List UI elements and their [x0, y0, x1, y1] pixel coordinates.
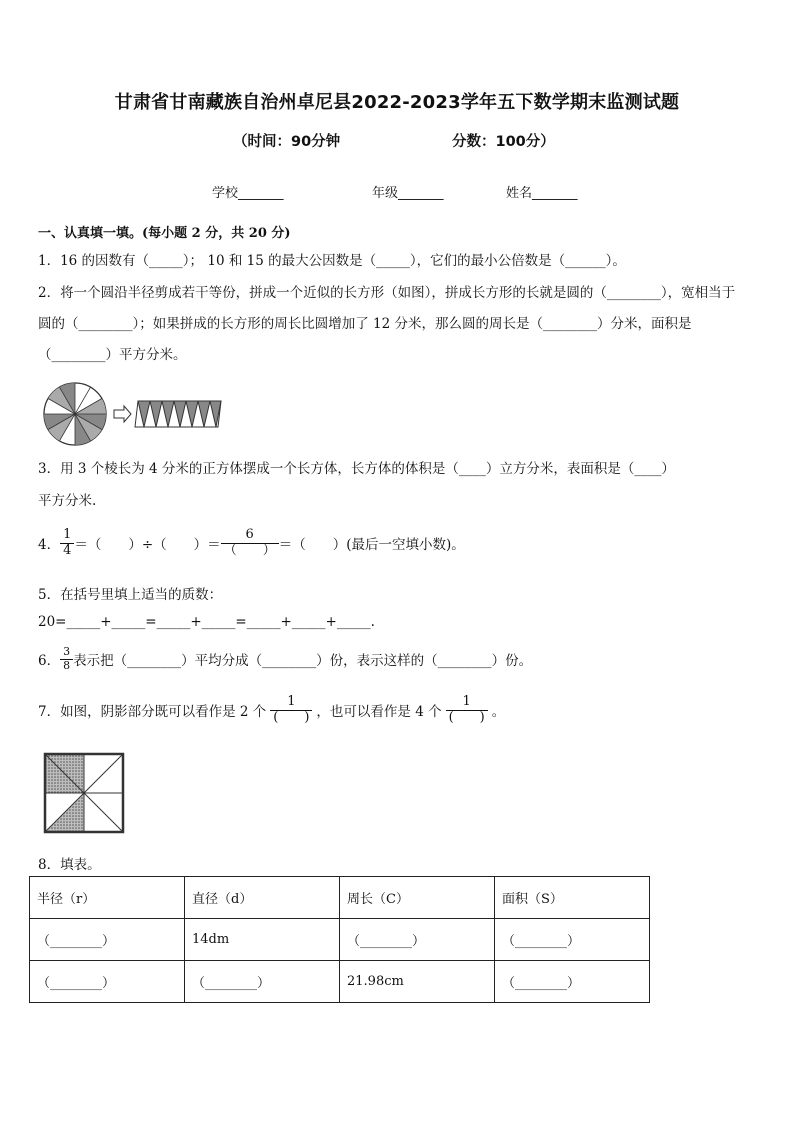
page-title: 甘肃省甘南藏族自治州卓尼县2022-2023学年五下数学期末监测试题 — [114, 92, 680, 113]
fraction-three-eighths — [60, 646, 73, 672]
grade-field: 年级_______ — [372, 186, 444, 201]
table-cell: （________） — [495, 919, 650, 961]
question-7 — [38, 688, 505, 732]
question-6 — [38, 640, 532, 678]
question-7-text-2: ，也可以看作是 4 个 — [316, 704, 442, 720]
question-2-line-1: 2．将一个圆沿半径剪成若干等份，拼成一个近似的长方形（如图），拼成长方形的长就是圆的（________），宽相当于 — [38, 285, 736, 301]
question-7-text-3: 。 — [491, 704, 506, 720]
fraction-denominator: ( ) — [273, 709, 310, 725]
fraction-numerator: 1 — [60, 528, 74, 544]
question-3-line-2: 平方分米. — [38, 493, 97, 509]
fraction-denominator: 4 — [63, 542, 72, 558]
table-header-row — [30, 877, 650, 919]
fraction-numerator: 3 — [60, 646, 73, 660]
table-cell: 21.98cm — [340, 961, 495, 1003]
fraction-one-over-blank — [446, 695, 488, 726]
question-4-middle: ＝（ ）÷（ ）＝ — [74, 537, 221, 553]
question-3-line-1: 3．用 3 个棱长为 4 分米的正方体摆成一个长方体，长方体的体积是（____）立方分米，表面积是（____） — [38, 461, 675, 477]
table-row — [30, 919, 650, 961]
circle-to-rectangle-figure — [40, 377, 230, 452]
question-5-line-2: 20=_____+_____=_____+_____=_____+_____+_____. — [38, 614, 375, 630]
school-field: 学校_______ — [212, 186, 284, 201]
header-circumference: 周长（C） — [340, 877, 495, 919]
sector-rectangle-icon — [135, 401, 221, 427]
header-diameter: 直径（d） — [185, 877, 340, 919]
question-7-text-1: 7．如图，阴影部分既可以看作是 2 个 — [38, 704, 267, 720]
fraction-numerator: 1 — [446, 695, 488, 711]
table-cell: （________） — [340, 919, 495, 961]
fraction-numerator: 1 — [270, 695, 312, 711]
exam-time: （时间：90分钟 — [233, 134, 341, 150]
table-cell: 14dm — [185, 919, 340, 961]
section-heading: 一、认真填一填。(每小题 2 分，共 20 分) — [38, 226, 291, 241]
header-area: 面积（S） — [495, 877, 650, 919]
fraction-denominator: 8 — [63, 658, 71, 672]
table-cell: （________） — [185, 961, 340, 1003]
table-row — [30, 961, 650, 1003]
fraction-denominator: ( ) — [448, 709, 485, 725]
question-6-text: 表示把（________）平均分成（________）份，表示这样的（________）份。 — [73, 653, 533, 669]
exam-score: 分数：100分） — [452, 134, 555, 150]
question-4-number: 4． — [38, 537, 61, 553]
table-cell: （________） — [30, 961, 185, 1003]
question-4 — [38, 522, 465, 564]
question-1: 1．16 的因数有（_____）； 10 和 15 的最大公因数是（_____），它们的最小公倍数是（______）。 — [38, 253, 626, 269]
question-6-number: 6． — [38, 653, 61, 669]
table-cell: （________） — [495, 961, 650, 1003]
table-cell: （________） — [30, 919, 185, 961]
divided-circle-icon — [44, 383, 106, 445]
question-4-suffix: ＝（ ）(最后一空填小数)。 — [278, 537, 465, 553]
arrow-right-icon — [114, 406, 131, 422]
question-2-line-3: （________）平方分米。 — [38, 347, 187, 363]
question-2-line-2: 圆的（________）；如果拼成的长方形的周长比圆增加了 12 分米，那么圆的周长是（________）分米，面积是 — [38, 316, 692, 332]
shaded-square-figure — [42, 752, 128, 836]
header-radius: 半径（r） — [30, 877, 185, 919]
fraction-numerator: 6 — [221, 528, 279, 544]
fraction-six-over-blank — [221, 528, 279, 559]
question-5-line-1: 5．在括号里填上适当的质数： — [38, 587, 223, 603]
fraction-denominator: （ ） — [223, 542, 276, 558]
question-8-label: 8．填表。 — [38, 857, 101, 873]
circle-table — [29, 876, 650, 1003]
fraction-one-over-blank — [270, 695, 312, 726]
fraction-one-quarter — [60, 528, 74, 559]
name-field: 姓名_______ — [506, 186, 578, 201]
